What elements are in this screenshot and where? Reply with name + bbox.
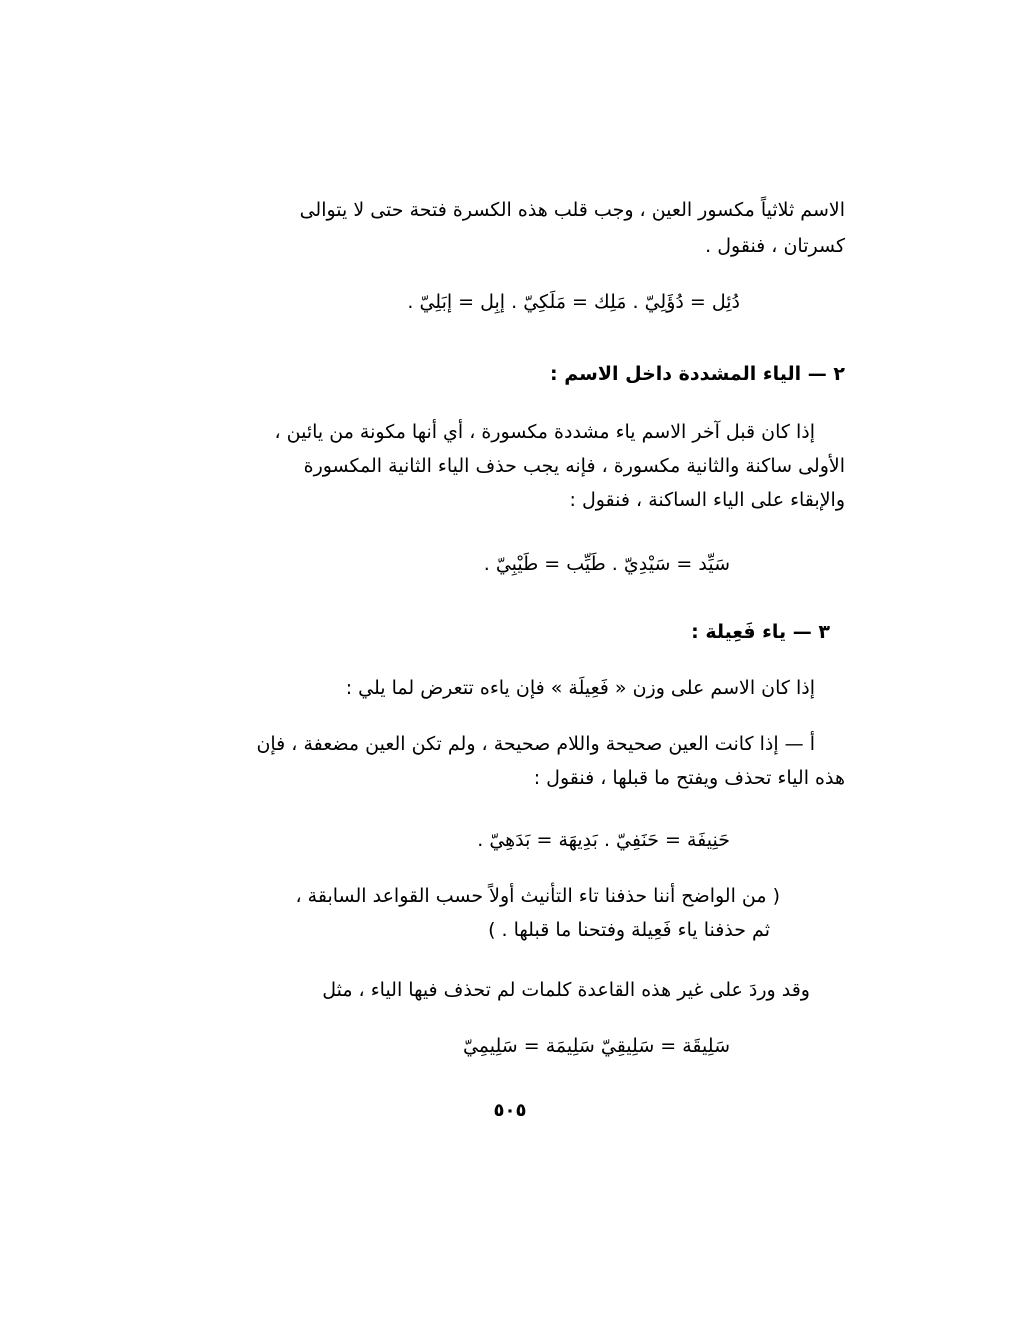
note-line-2: ثم حذفنا ياء فَعِيلة وفتحنا ما قبلها . ): [488, 919, 770, 941]
examples-1: دُئِل = دُؤَلِيّ . مَلِك = مَلَكِيّ . إبِل = إبَلِيّ .: [407, 291, 740, 313]
section-2-line-3: والإبقاء على الياء الساكنة ، فنقول :: [569, 489, 845, 511]
note-line-1: ( من الواضح أننا حذفنا تاء التأنيث أولاً حسب القواعد السابقة ،: [295, 885, 780, 907]
intro-line-2: كسرتان ، فنقول .: [705, 235, 845, 257]
section-3a-examples: حَنِيفَة = حَنَفِيّ . بَدِيهَة = بَدَهِيّ .: [477, 829, 730, 851]
section-3a-line-1: أ — إذا كانت العين صحيحة واللام صحيحة ، ولم تكن العين مضعفة ، فإن: [256, 733, 815, 755]
section-3-heading: ٣ — ياء فَعِيلة :: [691, 621, 830, 643]
section-2-line-1: إذا كان قبل آخر الاسم ياء مشددة مكسورة ، أي أنها مكونة من يائين ،: [274, 421, 815, 443]
section-2-examples: سَيِّد = سَيْدِيّ . طَيِّب = طَيْبِيّ .: [483, 553, 730, 575]
exceptions-examples: سَلِيقَة = سَلِيقِيّ سَلِيمَة = سَلِيمِيّ: [462, 1035, 730, 1057]
intro-line-1: الاسم ثلاثياً مكسور العين ، وجب قلب هذه الكسرة فتحة حتى لا يتوالى: [299, 199, 845, 221]
page-number: ٥٠٥: [493, 1100, 527, 1121]
section-3-intro: إذا كان الاسم على وزن « فَعِيلَة » فإن ياءه تتعرض لما يلي :: [345, 677, 815, 699]
section-2-line-2: الأولى ساكنة والثانية مكسورة ، فإنه يجب حذف الياء الثانية المكسورة: [303, 455, 845, 477]
exceptions-line: وقد وردَ على غير هذه القاعدة كلمات لم تحذف فيها الياء ، مثل: [322, 979, 810, 1001]
section-2-heading: ٢ — الياء المشددة داخل الاسم :: [550, 363, 845, 385]
section-3a-line-2: هذه الياء تحذف ويفتح ما قبلها ، فنقول :: [533, 767, 845, 789]
